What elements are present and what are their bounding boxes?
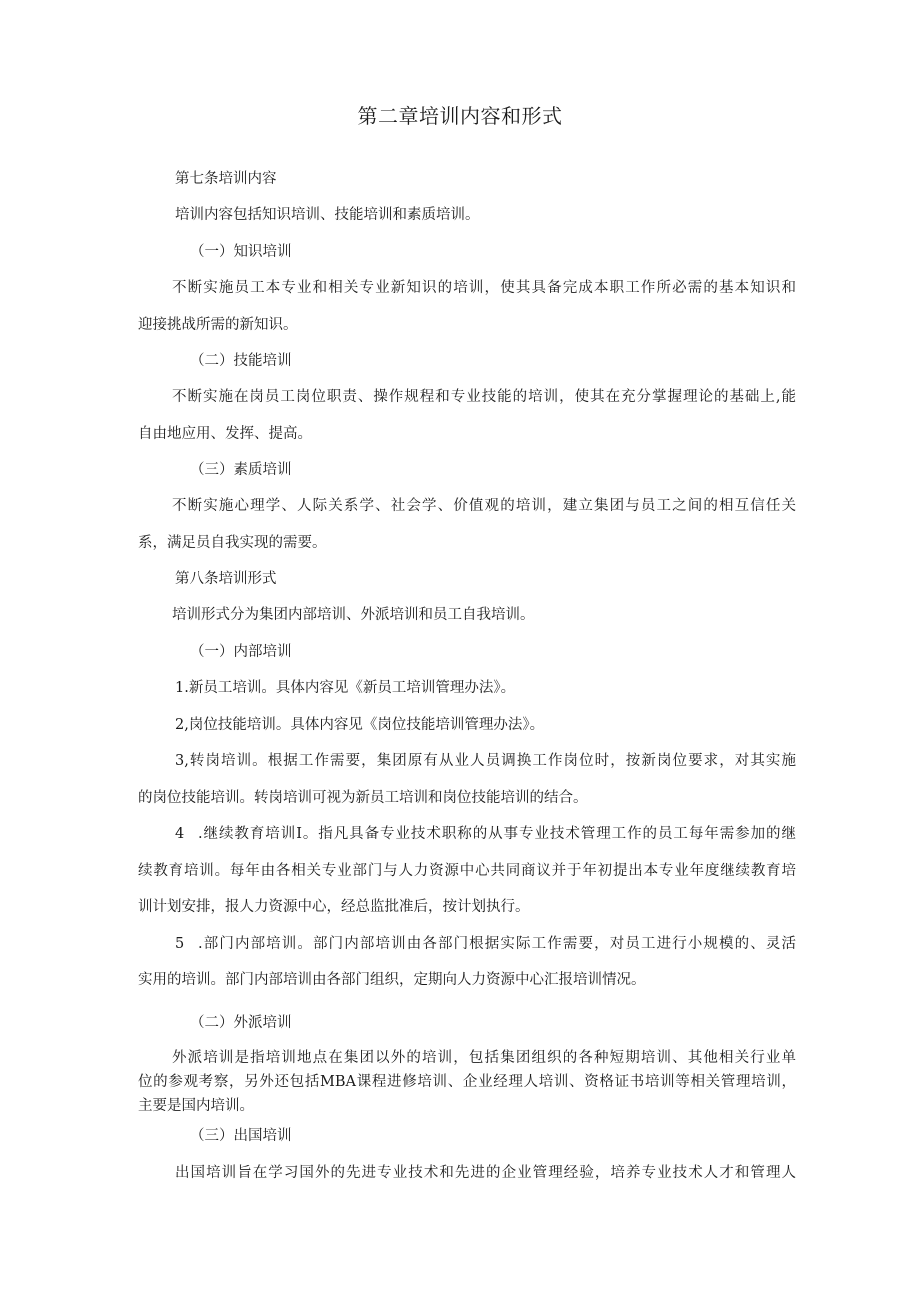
chapter-title: 第二章培训内容和形式 bbox=[357, 104, 563, 128]
knowledge-training-heading: （一）知识培训 bbox=[190, 244, 292, 260]
internal-training-item-4-line-3: 训计划安排，报人力资源中心，经总监批准后，按计划执行。 bbox=[138, 899, 530, 915]
quality-training-text-line-2: 系，满足员自我实现的需要。 bbox=[138, 535, 327, 551]
knowledge-training-text-line-2: 迎接挑战所需的新知识。 bbox=[138, 317, 298, 333]
external-training-text-line-2: 位的参观考察，另外还包括MBA课程进修培训、企业经理人培训、资格证书培训等相关管理培训， bbox=[138, 1074, 796, 1090]
internal-training-item-4-line-2: 续教育培训。每年由各相关专业部门与人力资源中心共同商议并于年初提出本专业年度继续教育培 bbox=[138, 863, 796, 879]
internal-training-item-3-line-1: 3,转岗培训。根据工作需要，集团原有从业人员调换工作岗位时，按新岗位要求，对其实施 bbox=[175, 753, 796, 769]
quality-training-text-line-1: 不断实施心理学、人际关系学、社会学、价值观的培训，建立集团与员工之间的相互信任关 bbox=[172, 498, 796, 514]
external-training-text-line-3: 主要是国内培训。 bbox=[138, 1098, 254, 1114]
internal-training-heading: （一）内部培训 bbox=[190, 644, 292, 660]
article-8-heading: 第八条培训形式 bbox=[175, 571, 277, 587]
skill-training-text-line-2: 自由地应用、发挥、提高。 bbox=[138, 426, 312, 442]
knowledge-training-text-line-1: 不断实施员工本专业和相关专业新知识的培训，使其具备完成本职工作所必需的基本知识和 bbox=[172, 280, 796, 296]
internal-training-item-4-line-1: .继续教育培训I。指凡具备专业技术职称的从事专业技术管理工作的员工每年需参加的继 bbox=[198, 826, 796, 842]
internal-training-item-1: 1.新员工培训。具体内容见《新员工培训管理办法》。 bbox=[175, 680, 516, 696]
abroad-training-heading: （三）出国培训 bbox=[190, 1128, 292, 1144]
article-7-intro: 培训内容包括知识培训、技能培训和素质培训。 bbox=[175, 207, 480, 223]
article-7-heading: 第七条培训内容 bbox=[175, 171, 277, 187]
internal-training-item-3-line-2: 的岗位技能培训。转岗培训可视为新员工培训和岗位技能培训的结合。 bbox=[138, 790, 588, 806]
external-training-heading: （二）外派培训 bbox=[190, 1015, 292, 1031]
internal-training-item-5-line-1: .部门内部培训。部门内部培训由各部门根据实际工作需要，对员工进行小规模的、灵活 bbox=[198, 936, 796, 952]
abroad-training-text-line-1: 出国培训旨在学习国外的先进专业技术和先进的企业管理经验，培养专业技术人才和管理人 bbox=[175, 1165, 796, 1181]
internal-training-item-4-number: 4 bbox=[175, 826, 185, 842]
internal-training-item-5-line-2: 实用的培训。部门内部培训由各部门组织，定期向人力资源中心汇报培训情况。 bbox=[138, 972, 646, 988]
internal-training-item-2: 2,岗位技能培训。具体内容见《岗位技能培训管理办法》。 bbox=[175, 717, 545, 733]
skill-training-text-line-1: 不断实施在岗员工岗位职责、操作规程和专业技能的培训，使其在充分掌握理论的基础上,能 bbox=[172, 389, 796, 405]
skill-training-heading: （二）技能培训 bbox=[190, 353, 292, 369]
external-training-text-line-1: 外派培训是指培训地点在集团以外的培训，包括集团组织的各种短期培训、其他相关行业单 bbox=[172, 1050, 796, 1066]
article-8-intro: 培训形式分为集团内部培训、外派培训和员工自我培训。 bbox=[172, 607, 535, 623]
internal-training-item-5-number: 5 bbox=[175, 936, 185, 952]
quality-training-heading: （三）素质培训 bbox=[190, 462, 292, 478]
